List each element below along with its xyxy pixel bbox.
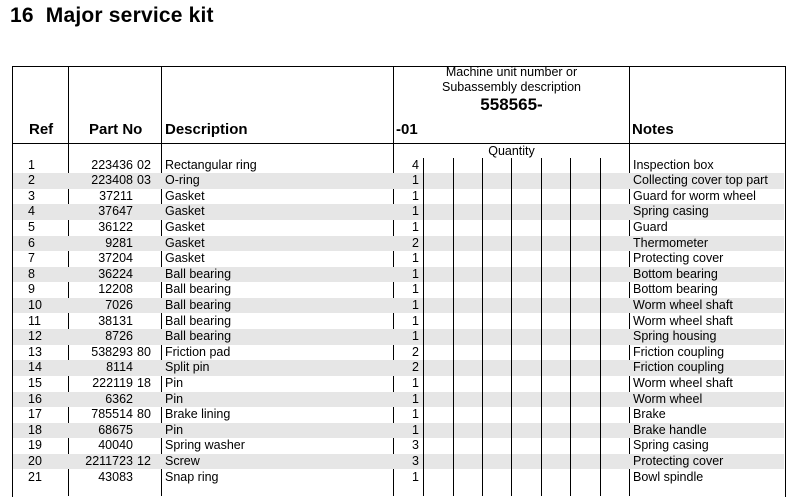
row-description: Gasket <box>165 204 205 219</box>
row-notes: Worm wheel shaft <box>633 375 733 390</box>
row-part-no: 222119 <box>92 375 133 390</box>
quantity-grid-line <box>570 158 571 496</box>
table-row <box>13 376 784 392</box>
row-ref: 3 <box>28 188 35 203</box>
row-description: Ball bearing <box>165 297 232 312</box>
row-ref: 8 <box>28 266 35 281</box>
row-description: Ball bearing <box>165 313 232 328</box>
row-description: Split pin <box>165 360 210 375</box>
row-description: Pin <box>165 422 184 437</box>
row-notes: Friction coupling <box>633 360 725 375</box>
row-notes: Inspection box <box>633 157 714 172</box>
row-part-no: 37647 <box>98 204 133 219</box>
row-notes: Bottom bearing <box>633 282 718 297</box>
row-quantity: 1 <box>412 313 419 328</box>
row-part-no: 6362 <box>105 391 133 406</box>
row-part-no: 36224 <box>98 266 133 281</box>
row-description: Ball bearing <box>165 329 232 344</box>
row-notes: Thermometer <box>633 235 709 250</box>
quantity-label: Quantity <box>488 144 535 158</box>
table-row <box>13 360 784 376</box>
row-ref: 14 <box>28 360 42 375</box>
row-notes: Friction coupling <box>633 344 725 359</box>
section-number: 16 <box>10 4 34 27</box>
table-row <box>13 220 784 236</box>
row-description: Gasket <box>165 251 205 266</box>
row-quantity: 1 <box>412 375 419 390</box>
row-part-no: 7026 <box>105 297 133 312</box>
row-part-no: 40040 <box>98 438 133 453</box>
header-variant: -01 <box>396 121 418 138</box>
row-quantity: 1 <box>412 297 419 312</box>
row-part-no: 68675 <box>98 422 133 437</box>
quantity-grid-line <box>423 158 424 496</box>
row-quantity: 2 <box>412 235 419 250</box>
row-notes: Bowl spindle <box>633 469 704 484</box>
row-part-no: 538293 <box>91 344 133 359</box>
row-description: Screw <box>165 453 200 468</box>
row-part-no: 37204 <box>98 251 133 266</box>
row-notes: Brake <box>633 407 666 422</box>
table-row <box>13 236 784 252</box>
row-ref: 4 <box>28 204 35 219</box>
row-quantity: 1 <box>412 219 419 234</box>
table-row <box>13 407 784 423</box>
unit-header-line2: Subassembly description <box>442 80 581 94</box>
row-part-no: 37211 <box>99 188 133 203</box>
row-ref: 21 <box>28 469 42 484</box>
row-quantity: 4 <box>412 157 419 172</box>
row-notes: Spring casing <box>633 204 709 219</box>
row-notes: Brake handle <box>633 422 707 437</box>
row-description: Gasket <box>165 235 205 250</box>
row-part-no: 12208 <box>98 282 133 297</box>
row-description: Pin <box>165 391 184 406</box>
row-notes: Worm wheel shaft <box>633 313 733 328</box>
row-ref: 6 <box>28 235 35 250</box>
row-part-suffix: 03 <box>137 173 151 188</box>
table-row <box>13 454 784 470</box>
row-notes: Spring casing <box>633 438 709 453</box>
quantity-grid-line <box>453 158 454 496</box>
row-ref: 17 <box>28 407 42 422</box>
row-part-suffix: 80 <box>137 407 151 422</box>
row-notes: Worm wheel shaft <box>633 297 733 312</box>
header-ref: Ref <box>29 121 54 138</box>
row-notes: Collecting cover top part <box>633 173 768 188</box>
row-ref: 18 <box>28 422 42 437</box>
row-quantity: 2 <box>412 360 419 375</box>
row-description: Spring washer <box>165 438 245 453</box>
table-row <box>13 267 784 283</box>
row-quantity: 1 <box>412 204 419 219</box>
row-part-no: 785514 <box>91 407 133 422</box>
row-quantity: 1 <box>412 469 419 484</box>
row-ref: 16 <box>28 391 42 406</box>
row-notes: Guard <box>633 219 668 234</box>
row-part-no: 8114 <box>106 360 133 375</box>
table-row <box>13 314 784 330</box>
row-ref: 12 <box>28 329 42 344</box>
header-notes: Notes <box>632 121 674 138</box>
row-description: Brake lining <box>165 407 231 422</box>
row-part-suffix: 18 <box>137 375 151 390</box>
row-description: Pin <box>165 375 184 390</box>
header-description: Description <box>165 121 248 138</box>
row-quantity: 1 <box>412 251 419 266</box>
table-row <box>13 329 784 345</box>
unit-number: 558565- <box>480 95 543 114</box>
quantity-grid-line <box>482 158 483 496</box>
row-part-no: 38131 <box>98 313 133 328</box>
row-quantity: 1 <box>412 407 419 422</box>
row-quantity: 1 <box>412 173 419 188</box>
quantity-grid-line <box>541 158 542 496</box>
row-part-suffix: 02 <box>137 157 151 172</box>
row-quantity: 1 <box>412 329 419 344</box>
row-notes: Guard for worm wheel <box>633 188 756 203</box>
section-title: Major service kit <box>45 4 214 27</box>
row-description: Rectangular ring <box>165 157 257 172</box>
table-row <box>13 204 784 220</box>
table-row <box>13 345 784 361</box>
table-row <box>13 470 784 486</box>
table-row <box>13 251 784 267</box>
unit-header <box>394 65 629 95</box>
row-part-no: 223436 <box>91 157 133 172</box>
row-notes: Spring housing <box>633 329 717 344</box>
row-ref: 7 <box>28 251 35 266</box>
row-quantity: 3 <box>412 453 419 468</box>
row-description: Gasket <box>165 219 205 234</box>
row-quantity: 1 <box>412 391 419 406</box>
row-part-suffix: 12 <box>137 453 151 468</box>
row-part-no: 2211723 <box>85 453 133 468</box>
row-quantity: 1 <box>412 188 419 203</box>
row-description: O-ring <box>165 173 200 188</box>
row-quantity: 2 <box>412 344 419 359</box>
table-row <box>13 438 784 454</box>
row-notes: Protecting cover <box>633 453 724 468</box>
quantity-grid-line <box>511 158 512 496</box>
table-row <box>13 423 784 439</box>
table-row <box>13 158 784 174</box>
header-part-no: Part No <box>89 121 143 138</box>
row-quantity: 1 <box>412 266 419 281</box>
row-description: Snap ring <box>165 469 219 484</box>
row-description: Ball bearing <box>165 282 232 297</box>
table-row <box>13 392 784 408</box>
row-ref: 11 <box>28 313 41 328</box>
row-part-no: 43083 <box>98 469 133 484</box>
row-part-suffix: 80 <box>137 344 151 359</box>
unit-header-line1: Machine unit number or <box>445 65 578 79</box>
row-notes: Bottom bearing <box>633 266 718 281</box>
row-ref: 1 <box>28 157 35 172</box>
row-ref: 10 <box>28 297 42 312</box>
row-notes: Worm wheel <box>633 391 703 406</box>
row-part-no: 36122 <box>98 219 133 234</box>
table-row <box>13 282 784 298</box>
row-notes: Protecting cover <box>633 251 724 266</box>
table-row <box>13 298 784 314</box>
row-quantity: 3 <box>412 438 419 453</box>
row-part-no: 8726 <box>105 329 133 344</box>
row-ref: 5 <box>28 219 35 234</box>
row-description: Ball bearing <box>165 266 232 281</box>
row-part-no: 223408 <box>91 173 133 188</box>
page-title <box>10 4 214 28</box>
row-description: Gasket <box>165 188 205 203</box>
table-row <box>13 189 784 205</box>
row-part-no: 9281 <box>105 235 133 250</box>
row-ref: 15 <box>28 375 42 390</box>
row-quantity: 1 <box>412 422 419 437</box>
row-ref: 2 <box>28 173 35 188</box>
row-description: Friction pad <box>165 344 231 359</box>
quantity-grid-line <box>600 158 601 496</box>
row-quantity: 1 <box>412 282 419 297</box>
table-row <box>13 173 784 189</box>
row-ref: 20 <box>28 453 42 468</box>
row-ref: 13 <box>28 344 42 359</box>
row-ref: 19 <box>28 438 42 453</box>
row-ref: 9 <box>28 282 35 297</box>
